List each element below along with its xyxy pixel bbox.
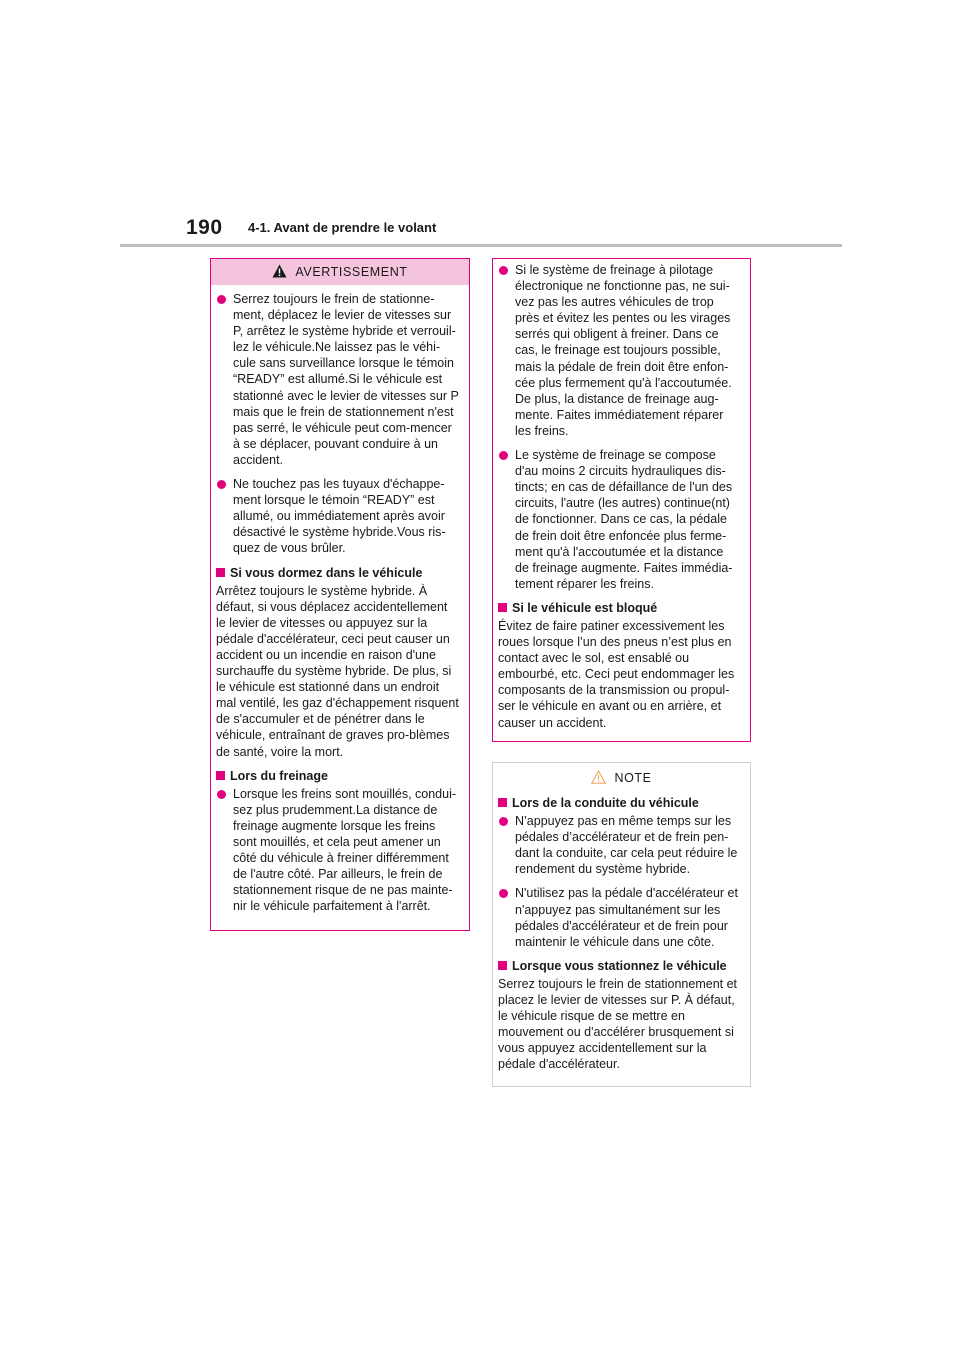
note-body (493, 793, 750, 1087)
bullet-text: N’appuyez pas en même temps sur les pédales d’accélérateur et de frein pen-dant la conduite, car cela peut réduire le rendement du système hybride. (515, 814, 738, 877)
warning-title: AVERTISSEMENT (295, 265, 408, 279)
heading-text: Lorsque vous stationnez le véhicule (512, 958, 727, 973)
heading-square (498, 603, 507, 612)
warning-box-left (210, 258, 470, 931)
bullet-text: Le système de freinage se compose d'au moins 2 circuits hydrauliques dis-tincts; en cas de défaillance de l'un des circuits, l'autre (les autres) continue(nt) de fonctionner. Dans ce cas, la pédale de frein doit être enfoncée plus ferme-ment qu'à l'accoutumée et la distance de freinage augmente. Faites immédia-tement réparer les freins. (515, 448, 733, 591)
parking-text: Serrez toujours le frein de stationnement et placez le levier de vitesses sur P. À défaut, le véhicule risque de se mettre en mouvement ou d'accélérer brusquement si vous appuyez accidentellement sur la pédale d'accélérateur. (498, 976, 738, 1072)
heading-square (498, 961, 507, 970)
stuck-text: Évitez de faire patiner excessivement les roues lorsque l’un des pneus n’est plus en contact avec le sol, est ensablé ou embourbé, etc. Ceci peut endommager les composants de la transmission ou propul-ser le véhicule en avant ou en arrière, et causer un accident. (498, 618, 735, 730)
bullet-text: Serrez toujours le frein de stationne-ment, déplacez le levier de vitesses sur P, arrêtez le système hybride et verrouil-lez le véhicule.Ne laissez pas le véhi-cule sans surveillance lorsque le témoin “READY” est allumé.Si le véhicule est stationné avec le levier de vitesses sur P mais que le frein de stationnement n'est pas serré, le véhicule peut com-mencer à se déplacer, pouvant conduire à un accident. (233, 292, 459, 467)
braking-heading (216, 768, 459, 784)
warning-body-left (211, 285, 469, 928)
parking-heading (498, 958, 740, 974)
bullet-text: N'utilisez pas la pédale d'accélérateur et n'appuyez pas simultanément sur les pédales d'accélérateur et de frein pour maintenir le véhicule dans une côte. (515, 886, 738, 949)
bullet-dot (499, 451, 508, 460)
sleep-text: Arrêtez toujours le système hybride. À défaut, si vous déplacez accidentellement le levier de vitesses ou appuyez sur la pédale d'accélérateur, ceci peut causer un accident ou un incendie en raison d'une surchauffe du système hybride. De plus, si le véhicule est stationné dans un endroit mal ventilé, les gaz d'échappement risquent de s'accumuler et de pénétrer dans le véhicule, entraînant de graves pro-blèmes de santé, voire la mort. (216, 583, 459, 759)
heading-square (216, 568, 225, 577)
driving-heading (498, 795, 740, 811)
warning-title-bar (211, 259, 469, 285)
heading-text: Si vous dormez dans le véhicule (230, 565, 423, 580)
warning-box-right (492, 258, 751, 742)
note-title: NOTE (614, 771, 652, 785)
warning-bullet-exhaust (216, 476, 459, 556)
sleep-heading (216, 565, 459, 581)
heading-square (498, 798, 507, 807)
bullet-text: Ne touchez pas les tuyaux d'échappe-ment lorsque le témoin “READY” est allumé, ou immédiatement après avoir désactivé le système hybride.Vous ris-quez de vous brûler. (233, 477, 446, 556)
braking-bullet-electronic (498, 262, 740, 439)
bullet-dot (499, 266, 508, 275)
warning-bullet-parking (216, 291, 459, 468)
bullet-dot (217, 480, 226, 489)
bullet-dot (499, 817, 508, 826)
driving-bullet-pedals (498, 813, 740, 877)
bullet-dot (499, 889, 508, 898)
stuck-heading (498, 600, 740, 616)
bullet-dot (217, 295, 226, 304)
caution-triangle-icon (591, 770, 606, 787)
heading-text: Si le véhicule est bloqué (512, 600, 658, 615)
section-title: 4-1. Avant de prendre le volant (248, 220, 437, 235)
page-number: 190 (186, 216, 223, 239)
bullet-dot (217, 790, 226, 799)
note-title-bar (493, 763, 750, 793)
heading-square (216, 771, 225, 780)
header-rule (120, 244, 842, 247)
braking-bullet-circuits (498, 447, 740, 592)
braking-bullet-wet (216, 786, 459, 915)
bullet-text: Lorsque les freins sont mouillés, condui-sez plus prudemment.La distance de freinage augmente lorsque les freins sont mouillés, et cela peut amener un côté du véhicule à freiner différemment de l'autre côté. Par ailleurs, le frein de stationnement risque de ne pas mainte-nir le véhicule parfaitement à l'arrêt. (233, 786, 457, 914)
heading-text: Lors du freinage (230, 768, 328, 783)
heading-text: Lors de la conduite du véhicule (512, 796, 699, 810)
warning-body-right (493, 259, 750, 745)
warning-triangle-icon (272, 264, 287, 281)
driving-bullet-hill (498, 885, 740, 949)
bullet-text: Si le système de freinage à pilotage électronique ne fonctionne pas, ne sui-vez pas les autres véhicules de trop près et évitez les pentes ou les virages serrés qui obligent à freiner. Dans ce cas, le freinage est toujours possible, mais la pédale de frein doit être enfon-cée plus fermement qu'à l'accoutumée. De plus, la distance de freinage aug-mente. Faites immédiatement réparer les freins. (515, 263, 732, 438)
note-box (492, 762, 751, 1087)
